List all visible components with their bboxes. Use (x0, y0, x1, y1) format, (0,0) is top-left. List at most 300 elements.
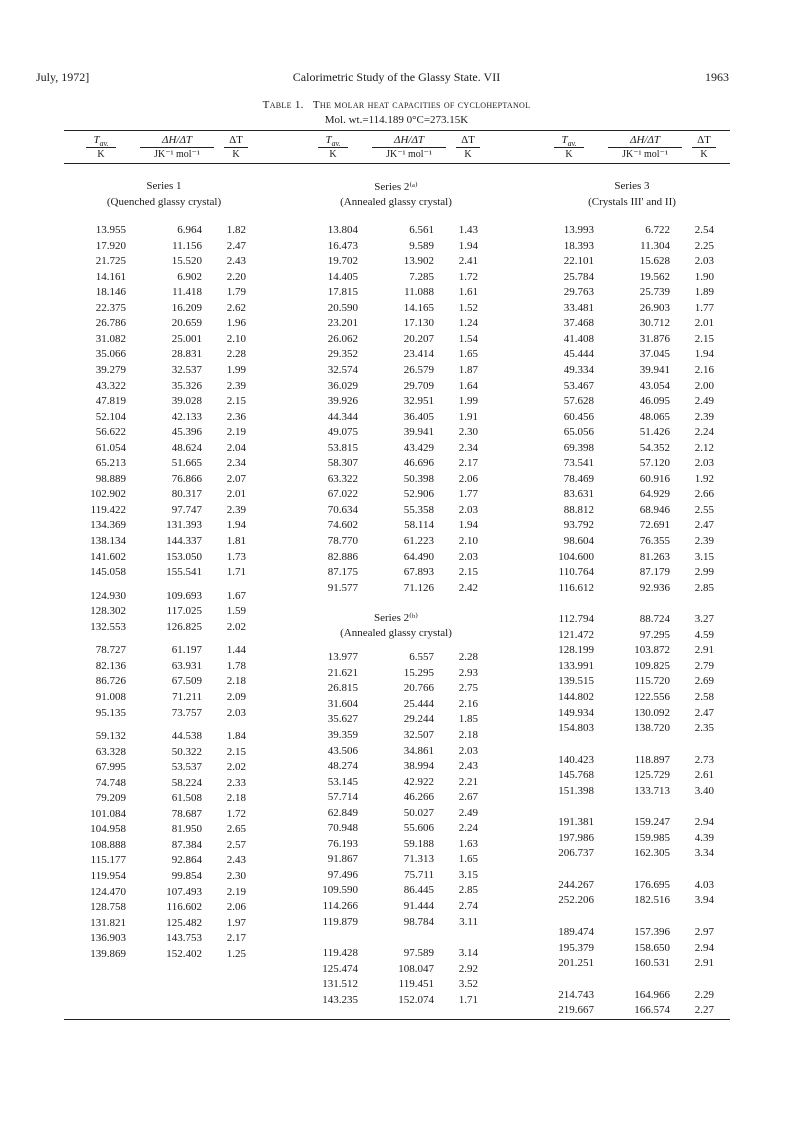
cell-heat-capacity: 64.490 (403, 550, 434, 563)
table-row (296, 682, 496, 696)
cell-delta-t: 2.30 (226, 870, 246, 882)
cell-heat-capacity: 67.893 (403, 566, 434, 579)
cell-heat-capacity: 48.065 (639, 410, 670, 423)
cell-delta-t: 2.24 (458, 822, 478, 835)
cell-temperature: 124.930 (90, 589, 126, 602)
table-top-rule (64, 130, 730, 131)
cell-delta-t: 2.39 (226, 379, 246, 392)
table-row (532, 754, 732, 768)
cell-heat-capacity: 133.713 (634, 784, 670, 797)
table-row (64, 932, 264, 946)
cell-temperature: 45.444 (563, 348, 594, 361)
cell-delta-t: 2.36 (226, 410, 246, 423)
cell-temperature: 29.352 (327, 348, 358, 361)
table-row (532, 302, 732, 316)
series-subtitle: (Quenched glassy crystal) (106, 196, 222, 208)
cell-delta-t: 1.65 (458, 348, 478, 361)
table-row (296, 698, 496, 712)
cell-temperature: 141.602 (90, 550, 126, 563)
cell-temperature: 138.134 (90, 535, 126, 547)
table-row (296, 994, 496, 1008)
table-row (296, 963, 496, 977)
cell-heat-capacity: 19.562 (639, 270, 670, 283)
table-row (532, 879, 732, 893)
cell-heat-capacity: 103.872 (634, 644, 670, 657)
col-unit-heat-capacity: JK⁻¹ mol⁻¹ (622, 149, 668, 160)
table-row (532, 317, 732, 331)
cell-delta-t: 2.65 (226, 823, 246, 836)
cell-delta-t: 2.35 (694, 722, 714, 735)
cell-temperature: 134.369 (90, 519, 126, 532)
table-row (296, 651, 496, 665)
table-row (296, 900, 496, 914)
cell-delta-t: 2.92 (458, 962, 478, 975)
table-row (532, 566, 732, 580)
col-unit-delta-t: K (700, 149, 708, 160)
cell-heat-capacity: 51.665 (171, 457, 202, 470)
cell-temperature: 39.926 (327, 395, 358, 408)
cell-temperature: 57.628 (563, 395, 594, 408)
cell-temperature: 244.267 (558, 878, 594, 891)
cell-temperature: 39.279 (95, 363, 126, 376)
cell-heat-capacity: 108.047 (398, 962, 434, 975)
cell-temperature: 69.398 (563, 441, 594, 454)
table-row (296, 504, 496, 518)
cell-heat-capacity: 39.941 (403, 426, 434, 439)
cell-delta-t: 1.67 (226, 589, 246, 602)
cell-delta-t: 2.10 (226, 332, 246, 345)
cell-delta-t: 2.03 (226, 706, 246, 719)
table-row (64, 286, 264, 300)
table-row (532, 926, 732, 940)
cell-temperature: 37.468 (563, 317, 594, 330)
cell-delta-t: 2.30 (458, 426, 478, 439)
col-header-underline (318, 147, 348, 148)
cell-delta-t: 1.43 (458, 224, 478, 236)
cell-heat-capacity: 78.687 (171, 807, 202, 820)
cell-temperature: 112.794 (558, 613, 594, 626)
cell-temperature: 131.512 (322, 978, 358, 991)
cell-delta-t: 2.91 (694, 957, 714, 970)
table-row (64, 730, 264, 744)
cell-delta-t: 2.47 (694, 706, 714, 719)
cell-heat-capacity: 152.402 (166, 947, 202, 960)
cell-temperature: 82.886 (327, 550, 358, 563)
cell-delta-t: 2.18 (458, 728, 478, 741)
table-row (64, 917, 264, 931)
cell-delta-t: 2.93 (458, 666, 478, 679)
table-row (296, 317, 496, 331)
cell-temperature: 43.506 (327, 744, 358, 757)
series-title: Series 2⁽ᵇ⁾ (374, 612, 418, 625)
cell-temperature: 206.737 (558, 847, 594, 860)
table-row (296, 333, 496, 347)
cell-temperature: 191.381 (558, 816, 594, 829)
table-row (296, 488, 496, 502)
table-row (532, 224, 732, 238)
table-row (532, 675, 732, 689)
cell-delta-t: 2.06 (458, 472, 478, 485)
cell-heat-capacity: 34.861 (403, 744, 434, 757)
cell-temperature: 115.177 (90, 854, 126, 867)
cell-heat-capacity: 58.114 (404, 519, 434, 532)
cell-heat-capacity: 115.720 (634, 675, 670, 688)
col-header-heat-capacity: ΔH/ΔT (393, 134, 425, 146)
cell-delta-t: 2.00 (694, 379, 714, 392)
table-row (64, 644, 264, 658)
cell-temperature: 31.604 (327, 697, 358, 710)
col-header-underline (372, 147, 446, 148)
cell-heat-capacity: 6.561 (409, 224, 434, 236)
cell-delta-t: 2.28 (458, 651, 478, 664)
col-header-delta-t: ΔT (697, 134, 711, 146)
cell-heat-capacity: 15.628 (639, 255, 670, 268)
cell-temperature: 13.955 (95, 224, 126, 236)
table-row (296, 271, 496, 285)
cell-delta-t: 1.61 (458, 286, 478, 299)
cell-heat-capacity: 46.095 (639, 395, 670, 408)
cell-heat-capacity: 20.207 (403, 332, 434, 345)
cell-delta-t: 2.15 (458, 566, 478, 579)
cell-temperature: 79.209 (95, 792, 126, 805)
cell-delta-t: 2.47 (694, 519, 714, 532)
table-row (64, 364, 264, 378)
cell-heat-capacity: 63.931 (171, 659, 202, 672)
cell-delta-t: 2.67 (458, 791, 478, 804)
cell-temperature: 18.146 (95, 286, 126, 299)
table-row (532, 660, 732, 674)
cell-temperature: 17.815 (327, 286, 358, 299)
cell-heat-capacity: 76.866 (171, 472, 202, 485)
table-row (532, 333, 732, 347)
cell-heat-capacity: 153.050 (166, 550, 202, 563)
cell-delta-t: 1.54 (458, 332, 478, 345)
table-row (64, 411, 264, 425)
cell-heat-capacity: 17.130 (403, 317, 434, 330)
cell-heat-capacity: 48.624 (171, 441, 202, 454)
cell-delta-t: 1.94 (694, 348, 714, 361)
col-header-delta-t: ΔT (229, 134, 243, 146)
cell-heat-capacity: 11.418 (172, 286, 202, 299)
cell-delta-t: 1.73 (226, 550, 246, 563)
cell-temperature: 104.600 (558, 550, 594, 563)
table-row (64, 473, 264, 487)
cell-temperature: 14.405 (327, 270, 358, 283)
cell-temperature: 219.667 (558, 1004, 594, 1017)
col-header-temperature-symbol: $T_{av.}$ (93, 134, 109, 149)
cell-delta-t: 2.12 (694, 441, 714, 454)
cell-temperature: 67.022 (327, 488, 358, 501)
cell-temperature: 98.889 (95, 472, 126, 485)
table-row (64, 823, 264, 837)
cell-heat-capacity: 43.429 (403, 441, 434, 454)
cell-delta-t: 2.03 (458, 503, 478, 516)
cell-temperature: 139.515 (558, 675, 594, 688)
cell-temperature: 145.058 (90, 566, 126, 579)
cell-heat-capacity: 119.451 (398, 978, 434, 991)
cell-heat-capacity: 88.724 (639, 613, 670, 626)
cell-temperature: 214.743 (558, 988, 594, 1001)
cell-temperature: 70.634 (327, 503, 358, 516)
table-row (64, 901, 264, 915)
cell-temperature: 252.206 (558, 894, 594, 907)
col-header-temperature-symbol: $T_{av.}$ (561, 134, 577, 149)
col-header-heat-capacity: ΔH/ΔT (629, 134, 661, 146)
cell-temperature: 101.084 (90, 807, 126, 820)
cell-temperature: 63.328 (95, 745, 126, 758)
cell-heat-capacity: 11.304 (640, 239, 670, 252)
table-row (296, 853, 496, 867)
col-unit-temperature: K (565, 149, 573, 160)
cell-heat-capacity: 75.711 (404, 868, 434, 881)
table-row (532, 364, 732, 378)
table-row (64, 886, 264, 900)
col-header-delta-t: ΔT (461, 134, 475, 146)
cell-delta-t: 2.29 (694, 988, 714, 1001)
cell-heat-capacity: 54.352 (639, 441, 670, 454)
table-row (296, 869, 496, 883)
cell-heat-capacity: 32.951 (403, 395, 434, 408)
cell-temperature: 53.815 (327, 441, 358, 454)
cell-delta-t: 1.25 (226, 947, 246, 960)
cell-delta-t: 2.47 (226, 239, 246, 252)
cell-delta-t: 2.04 (226, 441, 246, 454)
cell-heat-capacity: 6.902 (177, 270, 202, 283)
table-row (532, 535, 732, 549)
cell-heat-capacity: 152.074 (398, 993, 434, 1006)
cell-heat-capacity: 25.444 (403, 697, 434, 710)
cell-delta-t: 1.71 (458, 993, 478, 1006)
cell-delta-t: 1.96 (226, 317, 246, 330)
cell-heat-capacity: 28.831 (171, 348, 202, 361)
table-row (532, 380, 732, 394)
cell-temperature: 121.472 (558, 628, 594, 641)
cell-delta-t: 1.71 (226, 566, 246, 579)
cell-heat-capacity: 32.507 (403, 728, 434, 741)
cell-delta-t: 1.84 (226, 730, 246, 743)
cell-heat-capacity: 29.244 (403, 713, 434, 726)
cell-delta-t: 2.39 (694, 410, 714, 423)
cell-delta-t: 3.40 (694, 784, 714, 797)
cell-temperature: 151.398 (558, 784, 594, 797)
cell-temperature: 35.066 (95, 348, 126, 361)
table-row (532, 519, 732, 533)
col-unit-temperature: K (329, 149, 337, 160)
cell-temperature: 65.213 (95, 457, 126, 470)
cell-temperature: 149.934 (558, 706, 594, 719)
cell-heat-capacity: 46.696 (403, 457, 434, 470)
cell-delta-t: 2.61 (694, 769, 714, 782)
cell-heat-capacity: 160.531 (634, 957, 670, 970)
table-title: The molar heat capacities of cycloheptanol (312, 99, 531, 111)
cell-heat-capacity: 59.188 (403, 837, 434, 850)
table-row (64, 504, 264, 518)
cell-heat-capacity: 9.589 (409, 239, 434, 252)
cell-delta-t: 2.73 (694, 753, 714, 766)
table-row (532, 411, 732, 425)
col-unit-temperature: K (97, 149, 105, 160)
cell-temperature: 25.784 (563, 270, 594, 283)
col-header-underline (692, 147, 716, 148)
table-row (532, 894, 732, 908)
cell-delta-t: 1.77 (458, 488, 478, 501)
cell-heat-capacity: 26.903 (639, 301, 670, 314)
cell-delta-t: 1.79 (226, 286, 246, 299)
cell-heat-capacity: 7.285 (409, 270, 434, 283)
cell-delta-t: 1.82 (226, 224, 246, 236)
cell-temperature: 143.235 (322, 993, 358, 1006)
cell-temperature: 98.604 (563, 535, 594, 547)
cell-heat-capacity: 29.709 (403, 379, 434, 392)
cell-temperature: 67.995 (95, 761, 126, 774)
table-row (532, 769, 732, 783)
cell-heat-capacity: 92.936 (639, 581, 670, 594)
cell-heat-capacity: 50.322 (171, 745, 202, 758)
cell-heat-capacity: 64.929 (639, 488, 670, 501)
cell-temperature: 59.132 (95, 730, 126, 743)
table-row (296, 582, 496, 596)
cell-delta-t: 2.54 (694, 224, 714, 236)
cell-delta-t: 2.49 (694, 395, 714, 408)
cell-heat-capacity: 43.054 (639, 379, 670, 392)
table-row (64, 348, 264, 362)
cell-heat-capacity: 44.538 (171, 730, 202, 743)
cell-heat-capacity: 118.897 (634, 753, 670, 766)
cell-heat-capacity: 61.508 (171, 792, 202, 805)
cell-heat-capacity: 73.757 (171, 706, 202, 719)
cell-delta-t: 2.85 (694, 581, 714, 594)
cell-temperature: 110.764 (558, 566, 594, 579)
running-header-title: Calorimetric Study of the Glassy State. VII (292, 70, 501, 84)
table-row (296, 457, 496, 471)
table-row (64, 457, 264, 471)
table-row (532, 785, 732, 799)
table-row (296, 916, 496, 930)
cell-delta-t: 2.94 (694, 816, 714, 829)
cell-heat-capacity: 15.295 (403, 666, 434, 679)
cell-delta-t: 1.97 (226, 916, 246, 929)
cell-heat-capacity: 67.509 (171, 675, 202, 688)
cell-delta-t: 2.19 (226, 885, 246, 898)
cell-temperature: 78.770 (327, 535, 358, 547)
cell-temperature: 74.748 (95, 776, 126, 789)
cell-heat-capacity: 87.179 (639, 566, 670, 579)
table-bottom-rule (64, 1019, 730, 1020)
table-row (532, 629, 732, 643)
cell-temperature: 119.422 (90, 503, 126, 516)
table-row (296, 426, 496, 440)
cell-temperature: 57.714 (327, 791, 358, 804)
cell-temperature: 136.903 (90, 932, 126, 945)
cell-delta-t: 4.59 (694, 628, 714, 641)
table-row (296, 240, 496, 254)
table-row (532, 255, 732, 269)
table-row (64, 746, 264, 760)
cell-temperature: 195.379 (558, 941, 594, 954)
cell-heat-capacity: 109.825 (634, 659, 670, 672)
table-row (64, 621, 264, 635)
table-row (296, 519, 496, 533)
cell-temperature: 189.474 (558, 926, 594, 938)
cell-temperature: 14.161 (95, 270, 126, 283)
cell-heat-capacity: 91.444 (403, 900, 434, 912)
cell-temperature: 47.819 (95, 395, 126, 408)
cell-heat-capacity: 6.722 (645, 224, 670, 236)
cell-delta-t: 2.27 (694, 1004, 714, 1017)
cell-delta-t: 2.17 (458, 457, 478, 470)
cell-delta-t: 2.62 (226, 301, 246, 314)
cell-delta-t: 2.42 (458, 581, 478, 594)
cell-heat-capacity: 46.266 (403, 791, 434, 804)
cell-heat-capacity: 11.088 (404, 286, 434, 299)
series-subtitle: (Annealed glassy crystal) (340, 196, 452, 208)
cell-temperature: 36.029 (327, 379, 358, 392)
cell-heat-capacity: 25.001 (171, 332, 202, 345)
cell-heat-capacity: 138.720 (634, 722, 670, 735)
cell-heat-capacity: 182.516 (634, 894, 670, 907)
cell-temperature: 124.470 (90, 885, 126, 898)
table-header-rule (64, 163, 730, 164)
cell-delta-t: 3.34 (694, 847, 714, 860)
series-title: Series 1 (146, 180, 182, 192)
table-label: Table 1. (262, 99, 304, 111)
cell-temperature: 60.456 (563, 410, 594, 423)
cell-temperature: 35.627 (327, 713, 358, 726)
cell-heat-capacity: 38.994 (403, 760, 434, 773)
cell-heat-capacity: 81.950 (171, 823, 202, 836)
cell-temperature: 109.590 (322, 884, 358, 897)
cell-temperature: 97.496 (327, 868, 358, 881)
cell-heat-capacity: 26.579 (403, 363, 434, 376)
table-row (532, 1004, 732, 1018)
cell-temperature: 39.359 (327, 728, 358, 741)
cell-temperature: 63.322 (327, 472, 358, 485)
cell-delta-t: 3.94 (694, 894, 714, 907)
cell-temperature: 56.622 (95, 426, 126, 439)
cell-delta-t: 1.99 (458, 395, 478, 408)
cell-heat-capacity: 36.405 (403, 410, 434, 423)
table-row (64, 707, 264, 721)
cell-heat-capacity: 162.305 (634, 847, 670, 860)
cell-temperature: 83.631 (563, 488, 594, 501)
table-row (64, 590, 264, 604)
table-row (296, 364, 496, 378)
cell-delta-t: 2.58 (694, 690, 714, 703)
cell-temperature: 49.334 (563, 363, 594, 376)
table-row (532, 989, 732, 1003)
cell-temperature: 119.428 (322, 947, 358, 960)
table-row (532, 240, 732, 254)
cell-heat-capacity: 107.493 (166, 885, 202, 898)
table-row (532, 504, 732, 518)
cell-delta-t: 1.65 (458, 853, 478, 866)
col-unit-delta-t: K (232, 149, 240, 160)
cell-delta-t: 2.74 (458, 900, 478, 912)
table-row (532, 613, 732, 627)
table-row (532, 582, 732, 596)
cell-heat-capacity: 61.223 (403, 535, 434, 547)
cell-delta-t: 2.28 (226, 348, 246, 361)
series-title: Series 3 (614, 180, 650, 192)
table-row (532, 957, 732, 971)
table-row (296, 978, 496, 992)
cell-temperature: 58.307 (327, 457, 358, 470)
cell-temperature: 21.621 (327, 666, 358, 679)
cell-temperature: 88.812 (563, 503, 594, 516)
cell-temperature: 48.274 (327, 760, 358, 773)
cell-delta-t: 1.89 (694, 286, 714, 299)
cell-heat-capacity: 6.964 (177, 224, 202, 236)
